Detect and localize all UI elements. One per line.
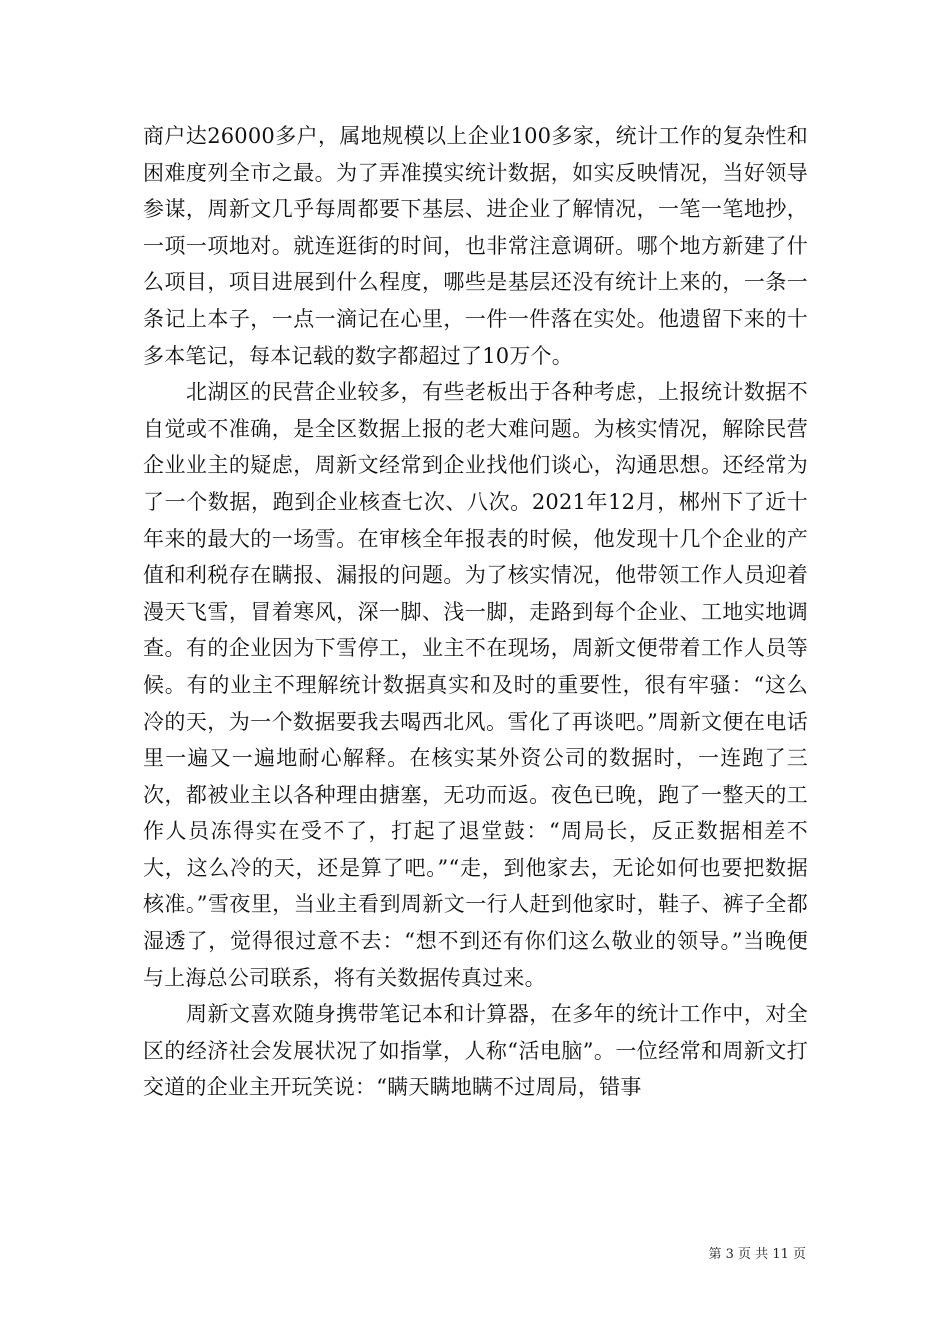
document-body <box>143 118 808 1106</box>
page-number-footer: 第 3 页 共 11 页 <box>708 1247 806 1262</box>
paragraph-1: 商户达26000多户，属地规模以上企业100多家，统计工作的复杂性和困难度列全市之最。为了弄准摸实统计数据，如实反映情况，当好领导参谋，周新文几乎每周都要下基层、进企业了解情况，一笔一笔地抄，一项一项地对。就连逛街的时间，也非常注意调研。哪个地方新建了什么项目，项目进展到什么程度，哪些是基层还没有统计上来的，一条一条记上本子，一点一滴记在心里，一件一件落在实处。他遗留下来的十多本笔记，每本记载的数字都超过了10万个。 <box>143 124 808 368</box>
paragraph-3: 周新文喜欢随身携带笔记本和计算器，在多年的统计工作中，对全区的经济社会发展状况了如指掌，人称“活电脑”。一位经常和周新文打交道的企业主开玩笑说：“瞒天瞒地瞒不过周局，错事 <box>143 1002 808 1100</box>
paragraph-2: 北湖区的民营企业较多，有些老板出于各种考虑，上报统计数据不自觉或不准确，是全区数据上报的老大难问题。为核实情况，解除民营企业业主的疑虑，周新文经常到企业找他们谈心，沟通思想。还经常为了一个数据，跑到企业核查七次、八次。2021年12月，郴州下了近十年来的最大的一场雪。在审核全年报表的时候，他发现十几个企业的产值和利税存在瞒报、漏报的问题。为了核实情况，他带领工作人员迎着漫天飞雪，冒着寒风，深一脚、浅一脚，走路到每个企业、工地实地调查。有的企业因为下雪停工，业主不在现场，周新文便带着工作人员等候。有的业主不理解统计数据真实和及时的重要性，很有牢骚：“这么冷的天，为一个数据要我去喝西北风。雪化了再谈吧。”周新文便在电话里一遍又一遍地耐心解释。在核实某外资公司的数据时，一连跑了三次，都被业主以各种理由搪塞，无功而返。夜色已晚，跑了一整天的工作人员冻得实在受不了，打起了退堂鼓：“周局长，反正数据相差不大，这么冷的天，还是算了吧。”“走，到他家去，无论如何也要把数据核准。”雪夜里，当业主看到周新文一行人赶到他家时，鞋子、裤子全都湿透了，觉得很过意不去：“想不到还有你们这么敬业的领导。”当晚便与上海总公司联系，将有关数据传真过来。 <box>143 380 808 990</box>
